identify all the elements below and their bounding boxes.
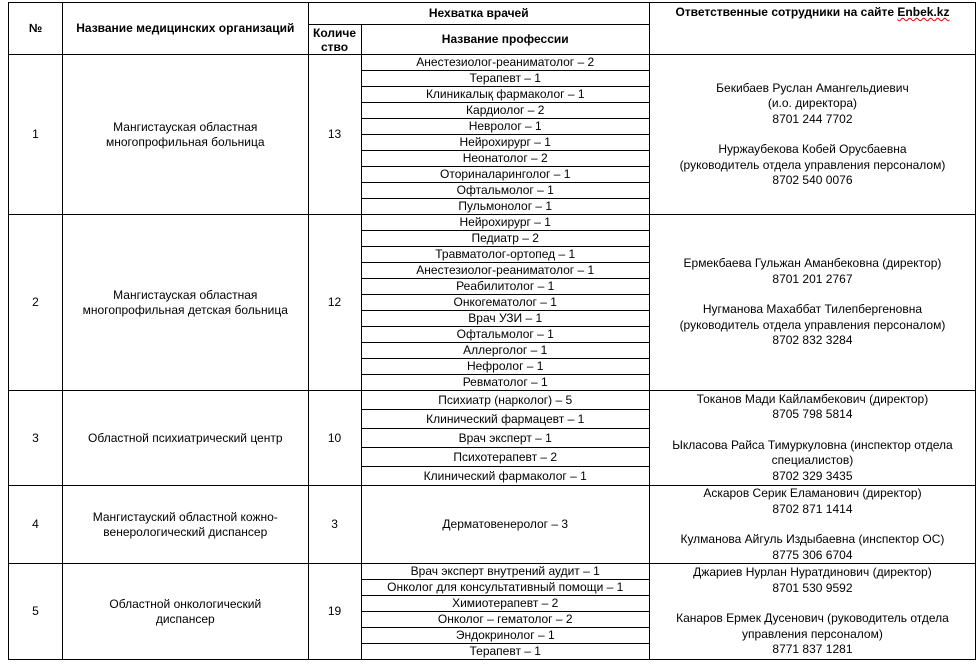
responsible-contacts [649, 486, 975, 564]
header-responsible [649, 3, 975, 55]
responsible-contacts [649, 215, 975, 391]
profession-item: Психиатр (нарколог) – 5 [361, 391, 649, 410]
profession-item: Офтальмолог – 1 [361, 183, 649, 199]
org-name: Мангистауский областной кожно-венерологический диспансер [63, 486, 309, 564]
contact-line: 8702 540 0076 [772, 173, 853, 187]
header-count: Количество [308, 25, 361, 55]
profession-item: Эндокринолог – 1 [361, 628, 649, 644]
org-name: Мангистауская областная многопрофильная детская больница [63, 215, 309, 391]
contact-line: 8705 798 5814 [772, 407, 853, 422]
contact-line: 8771 837 1281 [772, 642, 853, 657]
contact-line: (руководитель отдела управления персоналом) [679, 317, 946, 332]
table-row [9, 486, 976, 564]
profession-item: Химиотерапевт – 2 [361, 596, 649, 612]
profession-item: Ревматолог – 1 [361, 375, 649, 391]
contact-line: 8702 832 3284 [772, 333, 853, 348]
profession-item: Реабилитолог – 1 [361, 279, 649, 295]
shortage-count: 10 [308, 391, 361, 486]
profession-item: Терапевт – 1 [361, 71, 649, 87]
responsible-contacts [649, 564, 975, 660]
contact-line: (и.о. директора) [767, 96, 858, 110]
profession-item: Клинический фармаколог – 1 [361, 467, 649, 486]
contact-line: (руководитель отдела управления персоналом) [679, 157, 946, 172]
profession-item: Аллерголог – 1 [361, 343, 649, 359]
shortage-count: 13 [308, 55, 361, 215]
contact-line: 8775 306 6704 [772, 547, 853, 562]
profession-item: Анестезиолог-реаниматолог – 2 [361, 55, 649, 71]
profession-item: Анестезиолог-реаниматолог – 1 [361, 263, 649, 279]
row-number: 3 [9, 391, 63, 486]
doctor-shortage-table [8, 2, 976, 660]
contact-line: Джариев Нурлан Нуратдинович (директор) [693, 565, 932, 580]
profession-item: Онкогематолог – 1 [361, 295, 649, 311]
responsible-contacts [649, 55, 975, 215]
contact-line: Токанов Мади Кайламбекович (директор) [696, 391, 929, 406]
row-number: 5 [9, 564, 63, 660]
contact-spacer [653, 423, 972, 438]
contact-spacer [653, 517, 972, 532]
header-profession: Название профессии [361, 25, 649, 55]
row-number: 2 [9, 215, 63, 391]
org-name: Областной онкологический диспансер [63, 564, 309, 660]
header-responsible-prefix: Ответственные сотрудники на сайте [675, 5, 895, 19]
header-org-name: Название медицинских организаций [63, 3, 309, 55]
row-number: 1 [9, 55, 63, 215]
contact-line: Нуржаубекова Кобей Орусбаевна [718, 142, 907, 156]
responsible-contacts [649, 391, 975, 486]
shortage-count: 12 [308, 215, 361, 391]
contact-spacer [653, 596, 972, 611]
profession-item: Клиникалық фармаколог – 1 [361, 87, 649, 103]
table-row [9, 215, 976, 231]
profession-item: Кардиолог – 2 [361, 103, 649, 119]
contact-line: 8702 329 3435 [772, 468, 853, 483]
contact-line: Ермекбаева Гульжан Аманбековна (директор) [683, 256, 942, 271]
profession-item: Травматолог-ортопед – 1 [361, 247, 649, 263]
profession-item: Дерматовенеролог – 3 [361, 486, 649, 564]
profession-item: Терапевт – 1 [361, 644, 649, 660]
profession-item: Офтальмолог – 1 [361, 327, 649, 343]
contact-line: Ыкласова Райса Тимуркуловна (инспектор отдела специалистов) [672, 437, 953, 468]
profession-item: Нейрохирург – 1 [361, 135, 649, 151]
profession-item: Неонатолог – 2 [361, 151, 649, 167]
table-row [9, 564, 976, 580]
row-number: 4 [9, 486, 63, 564]
contact-line: Бекибаев Руслан Амангельдиевич [716, 80, 909, 95]
table-row [9, 55, 976, 71]
profession-item: Психотерапевт – 2 [361, 448, 649, 467]
contact-line: Канаров Ермек Дусенович (руководитель отдела управления персоналом) [676, 611, 949, 641]
contact-line: Кулманова Айгуль Издыбаевна (инспектор ОС) [680, 532, 945, 546]
org-name: Мангистауская областная многопрофильная больница [63, 55, 309, 215]
table-body [9, 55, 976, 660]
contact-line: 8701 530 9592 [772, 580, 853, 595]
profession-item: Врач УЗИ – 1 [361, 311, 649, 327]
profession-item: Онколог для консультативный помощи – 1 [361, 580, 649, 596]
contact-spacer [653, 127, 972, 142]
org-name: Областной психиатрический центр [63, 391, 309, 486]
contact-line: Аскаров Серик Еламанович (директор) [703, 486, 922, 500]
profession-item: Пульмонолог – 1 [361, 199, 649, 215]
contact-line: Нугманова Махаббат Тилепбергеновна [702, 302, 922, 317]
contact-line: 8701 201 2767 [772, 271, 853, 286]
profession-item: Клинический фармацевт – 1 [361, 410, 649, 429]
profession-item: Врач эксперт внутрений аудит – 1 [361, 564, 649, 580]
shortage-count: 19 [308, 564, 361, 660]
profession-item: Врач эксперт – 1 [361, 429, 649, 448]
shortage-count: 3 [308, 486, 361, 564]
contact-line: 8702 871 1414 [772, 501, 853, 516]
header-number: № [9, 3, 63, 55]
profession-item: Педиатр – 2 [361, 231, 649, 247]
profession-item: Невролог – 1 [361, 119, 649, 135]
profession-item: Оториналаринголог – 1 [361, 167, 649, 183]
profession-item: Онколог – гематолог – 2 [361, 612, 649, 628]
table-row [9, 391, 976, 410]
contact-spacer [653, 287, 972, 302]
profession-item: Нейрохирург – 1 [361, 215, 649, 231]
contact-line: 8701 244 7702 [772, 111, 853, 126]
header-responsible-site: Enbek.kz [897, 5, 950, 19]
profession-item: Нефролог – 1 [361, 359, 649, 375]
header-shortage: Нехватка врачей [308, 3, 649, 25]
